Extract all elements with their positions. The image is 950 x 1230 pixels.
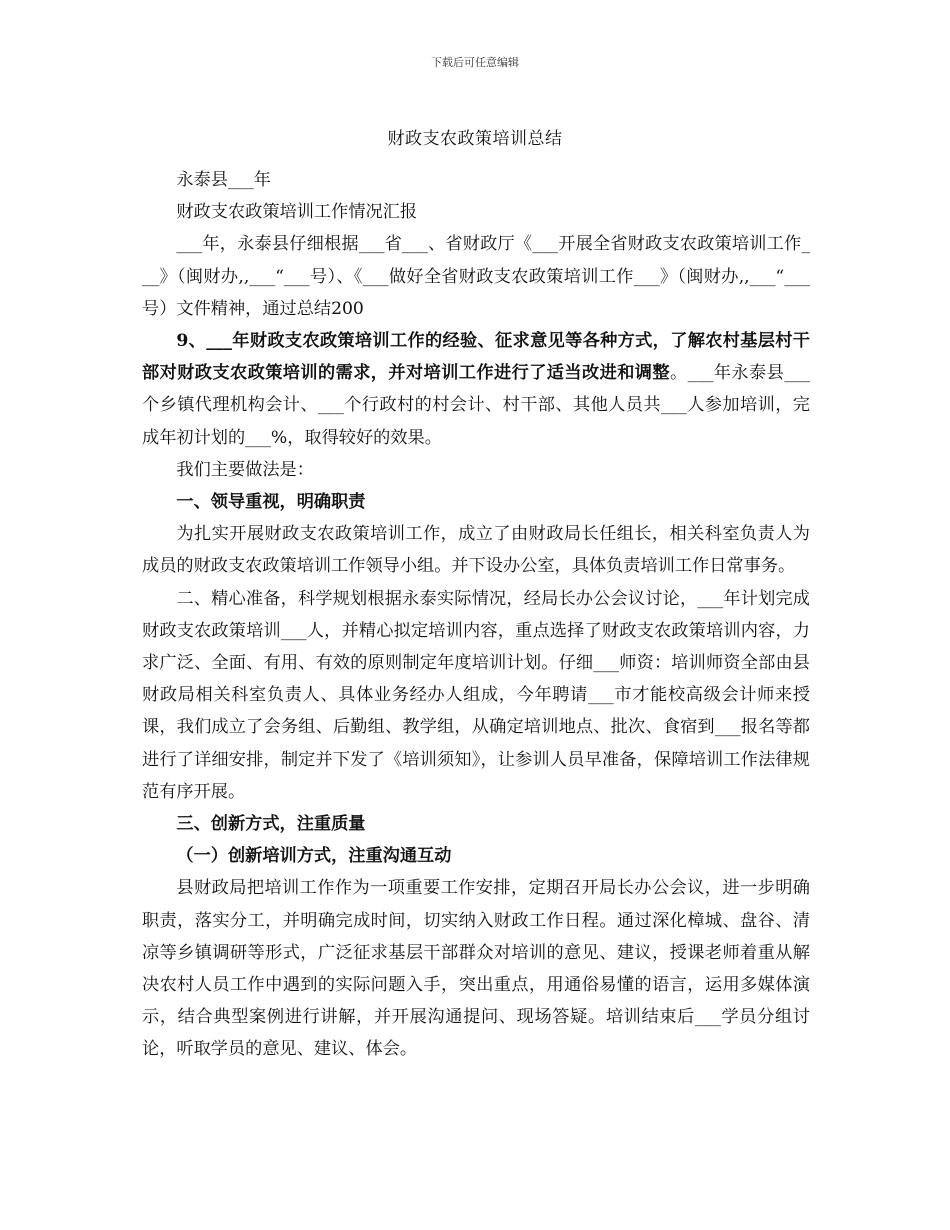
paragraph-report-title: 财政支农政策培训工作情况汇报: [176, 202, 418, 223]
section-heading-1: 一、领导重视，明确职责: [176, 492, 366, 513]
document-title: 财政支农政策培训总结: [387, 129, 563, 149]
paragraph-summary-bold: 9、___年财政支农政策培训工作的经验、征求意见等各种方式，了解农村基层村干部对财政支农政策培训的需求，并对培训工作进行了适当改进和调整: [142, 331, 810, 384]
paragraph-innovation: 县财政局把培训工作作为一项重要工作安排，定期召开局长办公会议，进一步明确职责，落实分工，并明确完成时间，切实纳入财政工作日程。通过深化樟城、盘谷、清凉等乡镇调研等形式，广泛征求基层干部群众对培训的意见、建议，授课老师着重从解决农村人员工作中遇到的实际问题入手，突出重点，用通俗易懂的语言，运用多媒体演示，结合典型案例进行讲解，并开展沟通提问、现场答疑。培训结束后___学员分组讨论，听取学员的意见、建议、体会。: [142, 878, 810, 1060]
paragraph-summary: [142, 325, 810, 454]
subsection-heading-1: （一）创新培训方式，注重沟通互动: [176, 846, 452, 867]
paragraph-methods-lead: 我们主要做法是：: [176, 459, 314, 480]
paragraph-leadership: 为扎实开展财政支农政策培训工作，成立了由财政局长任组长，相关科室负责人为成员的财政支农政策培训工作领导小组。并下设办公室，具体负责培训工作日常事务。: [142, 524, 810, 577]
header-note: 下载后可任意编辑: [431, 56, 519, 69]
paragraph-preparation: 二、精心准备，科学规划根据永泰实际情况，经局长办公会议讨论，___年计划完成财政支农政策培训___人，并精心拟定培训内容，重点选择了财政支农政策培训内容，力求广泛、全面、有用、有效的原则制定年度培训计划。仔细___师资：培训师资全部由县财政局相关科室负责人、具体业务经办人组成，今年聘请___市才能校高级会计师来授课，我们成立了会务组、后勤组、教学组，从确定培训地点、批次、食宿到___报名等都进行了详细安排，制定并下发了《培训须知》，让参训人员早准备，保障培训工作法律规范有序开展。: [142, 588, 810, 802]
paragraph-county-year: 永泰县___年: [176, 170, 271, 190]
document-body: [142, 164, 810, 1066]
paragraph-summary-rest: 。___年永泰县___个乡镇代理机构会计、___个行政村的村会计、村干部、其他人员共___人参加培训，完成年初计划的___%，取得较好的效果。: [142, 363, 810, 448]
paragraph-intro: ___年，永泰县仔细根据___省___、省财政厅《___开展全省财政支农政策培训工作___》（闽财办,,___“___号）、《___做好全省财政支农政策培训工作___》（闽财办,,___“___号）文件精神，通过总结200: [142, 234, 810, 319]
section-heading-3: 三、创新方式，注重质量: [176, 814, 366, 835]
